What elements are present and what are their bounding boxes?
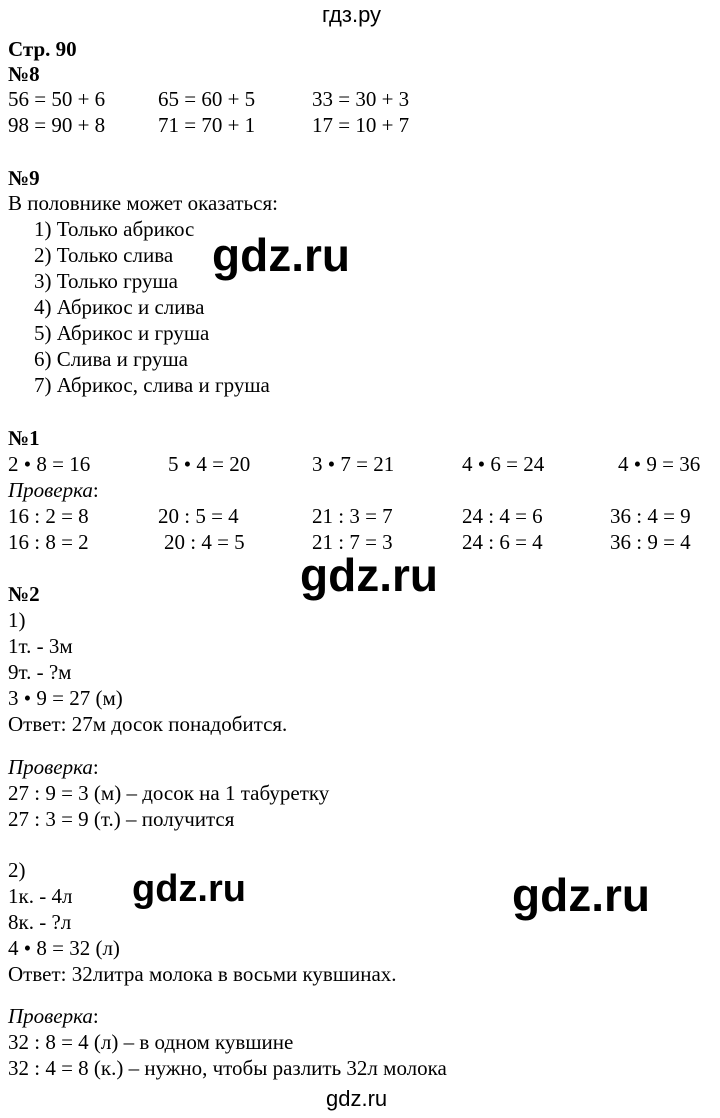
task9-item: 5) Абрикос и груша	[34, 321, 210, 345]
task2-part1-line: 3 • 9 = 27 (м)	[8, 686, 123, 710]
task9-intro: В половнике может оказаться:	[8, 191, 278, 215]
task9-item: 3) Только груша	[34, 269, 178, 293]
task2-part2-check-line: 32 : 8 = 4 (л) – в одном кувшине	[8, 1030, 294, 1054]
task2-part2-line: 4 • 8 = 32 (л)	[8, 936, 120, 960]
task2-part1-check-heading	[8, 754, 99, 780]
task1-check-label: Проверка	[8, 478, 93, 502]
task9-item: 1) Только абрикос	[34, 217, 195, 241]
task2-part1-line: 1т. - 3м	[8, 634, 73, 658]
watermark-logo: gdz.ru	[132, 868, 246, 910]
task8-eq: 98 = 90 + 8	[8, 113, 106, 137]
task2-part2-answer: Ответ: 32литра молока в восьми кувшинах.	[8, 962, 397, 986]
task1-division: 20 : 4 = 5	[164, 530, 245, 554]
task9-item: 2) Только слива	[34, 243, 174, 267]
task2-part2-check-label: Проверка	[8, 1004, 93, 1028]
task8-eq: 56 = 50 + 6	[8, 87, 106, 111]
task2-part1-answer: Ответ: 27м досок понадобится.	[8, 712, 288, 736]
task1-division: 16 : 2 = 8	[8, 504, 89, 528]
task2-title: №2	[8, 582, 40, 606]
task2-part2-check-colon: :	[92, 1004, 99, 1028]
task1-division: 21 : 7 = 3	[312, 530, 393, 554]
task1-division: 16 : 8 = 2	[8, 530, 89, 554]
task1-division: 24 : 4 = 6	[462, 504, 543, 528]
task8-eq: 65 = 60 + 5	[158, 87, 256, 111]
task9-item: 4) Абрикос и слива	[34, 295, 205, 319]
site-header: гдз.ру	[322, 2, 382, 27]
task9-item: 6) Слива и груша	[34, 347, 188, 371]
task1-title: №1	[8, 426, 40, 450]
task2-part1-check-line: 27 : 9 = 3 (м) – досок на 1 табуретку	[8, 781, 330, 805]
task1-product: 5 • 4 = 20	[168, 452, 251, 476]
page-number: Стр. 90	[8, 37, 77, 61]
task1-product: 4 • 6 = 24	[462, 452, 545, 476]
task2-part1-check-colon: :	[92, 755, 99, 779]
task1-product: 4 • 9 = 36	[618, 452, 701, 476]
task2-part2-check-line: 32 : 4 = 8 (к.) – нужно, чтобы разлить 32л молока	[8, 1056, 447, 1080]
task8-eq: 17 = 10 + 7	[312, 113, 410, 137]
task2-part1-check-label: Проверка	[8, 755, 93, 779]
task8-title: №8	[8, 62, 40, 86]
task1-check-heading	[8, 477, 99, 503]
task9-item: 7) Абрикос, слива и груша	[34, 373, 270, 397]
task1-check-colon: :	[92, 478, 99, 502]
watermark-logo: gdz.ru	[512, 869, 650, 921]
task1-division: 24 : 6 = 4	[462, 530, 543, 554]
watermark-logo: gdz.ru	[212, 229, 350, 281]
task2-part1-number: 1)	[8, 608, 26, 632]
watermark-logo: gdz.ru	[300, 549, 438, 601]
task1-division: 21 : 3 = 7	[312, 504, 393, 528]
task9-title: №9	[8, 166, 40, 190]
task2-part2-check-heading	[8, 1003, 99, 1029]
task2-part1-check-line: 27 : 3 = 9 (т.) – получится	[8, 807, 235, 831]
task2-part1-line: 9т. - ?м	[8, 660, 72, 684]
site-footer: gdz.ru	[326, 1086, 388, 1111]
task8-eq: 33 = 30 + 3	[312, 87, 410, 111]
task2-part2-line: 1к. - 4л	[8, 884, 73, 908]
task8-eq: 71 = 70 + 1	[158, 113, 256, 137]
task2-part2-number: 2)	[8, 858, 26, 882]
task1-division: 36 : 4 = 9	[610, 504, 691, 528]
task1-division: 20 : 5 = 4	[158, 504, 239, 528]
task1-product: 2 • 8 = 16	[8, 452, 91, 476]
task1-product: 3 • 7 = 21	[312, 452, 395, 476]
task1-division: 36 : 9 = 4	[610, 530, 691, 554]
task2-part2-line: 8к. - ?л	[8, 910, 72, 934]
